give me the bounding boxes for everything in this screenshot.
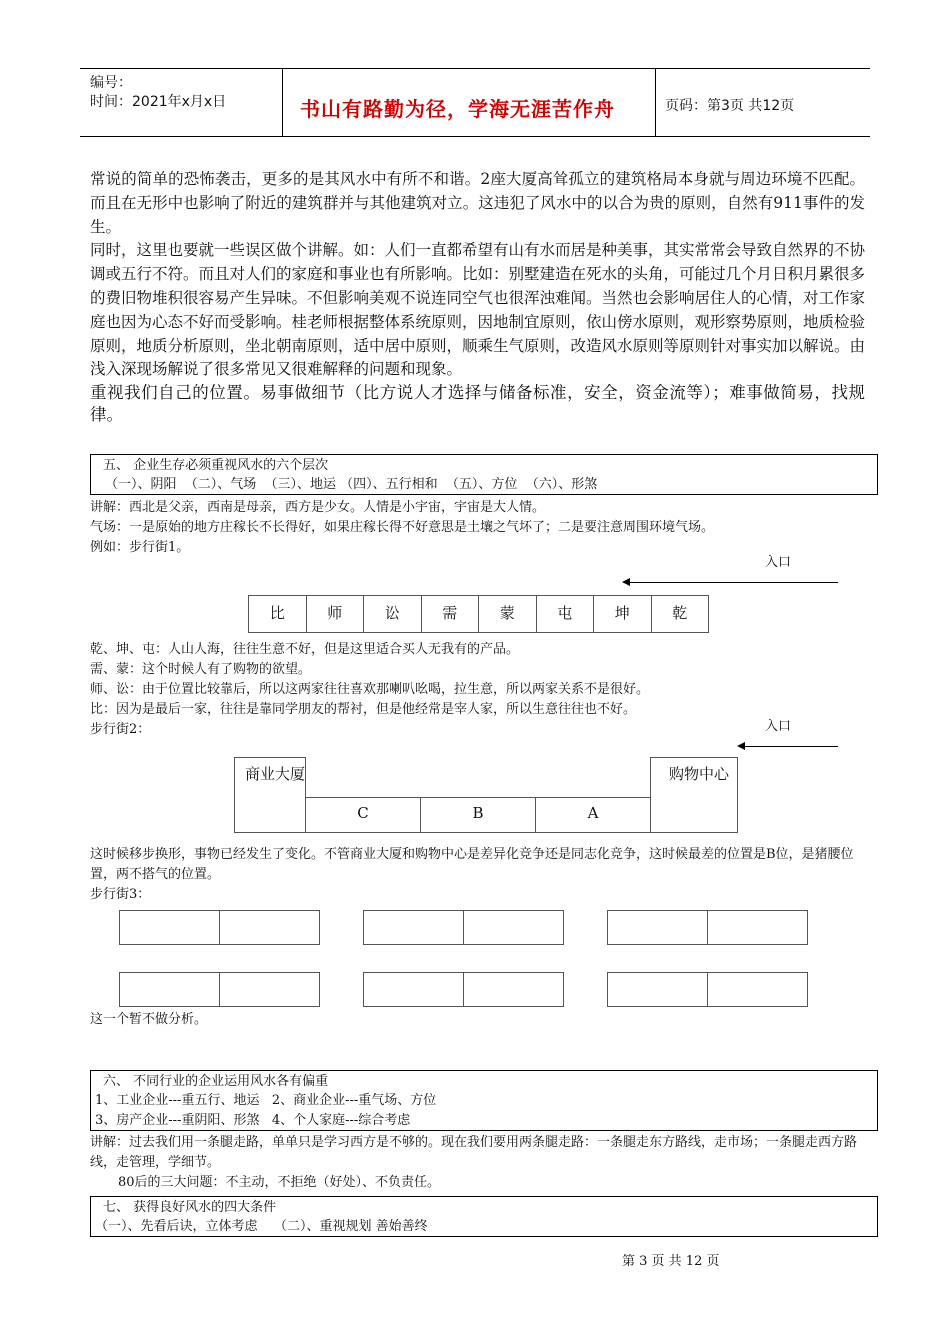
street3-shop-box [219, 972, 320, 1007]
street2-left-building [234, 757, 306, 833]
text-line: 讲解：过去我们用一条腿走路，单单只是学习西方是不够的。现在我们要用两条腿走路：一条腿走东方路线，走市场；一条腿走西方路线，走管理，学细节。 [90, 1135, 858, 1170]
street2-right-building [650, 757, 738, 833]
section7-title: 七、 获得良好风水的四大条件 [103, 1200, 277, 1215]
street1-shop: 师 [306, 595, 365, 633]
section7-box [90, 1196, 878, 1237]
street3-shop-box [119, 910, 220, 945]
section6-line: 1、工业企业---重五行、地运 2、商业企业---重气场、方位 [95, 1093, 437, 1108]
street3-shop-box [463, 910, 564, 945]
paragraph: 同时，这里也要就一些误区做个讲解。如：人们一直都希望有山有水而居是种美事，其实常常会导致自然界的不协调或五行不符。而且对人们的家庭和事业也有所影响。比如：别墅建造在死水的头角，可能过几个月日积月累很多的费旧物堆积很容易产生异味。不但影响美观不说连同空气也很浑浊难闻。当然也会影响居住人的心情，对工作家庭也因为心态不好而受影响。桂老师根据整体系统原则，因地制宜原则，依山傍水原则，观形察势原则，地质检验原则，地质分析原则，坐北朝南原则，适中居中原则，顺乘生气原则，改造风水原则等原则针对事实加以解说。由浅入深现场解说了很多常见又很难解释的问题和现象。 [90, 241, 866, 379]
text-line: 80后的三大问题：不主动，不拒绝（好处）、不负责任。 [118, 1175, 441, 1190]
street2-shop: C [305, 797, 421, 833]
street3-shop-box [607, 910, 708, 945]
explain-block [90, 498, 870, 558]
header-motto: 书山有路勤为径，学海无涯苦作舟 [300, 97, 615, 121]
street3-shop-box [219, 910, 320, 945]
street1-shop: 蒙 [478, 595, 537, 633]
street3-shop-box [363, 910, 464, 945]
text-line: 例如：步行街1。 [90, 540, 190, 555]
text-line: 乾、坤、屯：人山人海，往往生意不好，但是这里适合买人无我有的产品。 [90, 642, 520, 657]
emphasis-paragraph: 重视我们自己的位置。易事做细节（比方说人才选择与储备标准，安全，资金流等）；难事做简易，找规律。 [90, 383, 865, 425]
header-number: 编号： [90, 75, 132, 91]
section6-line: 3、房产企业---重阴阳、形煞 4、个人家庭---综合考虑 [95, 1113, 411, 1128]
street2-shop: A [535, 797, 651, 833]
header-time: 时间：2021年x月x日 [90, 94, 227, 110]
arrow-line [743, 746, 838, 747]
building-label: 商业大厦 [245, 765, 306, 783]
street1-shop: 乾 [651, 595, 710, 633]
text-line: 师、讼：由于位置比较靠后，所以这两家往往喜欢那喇叭吆喝，拉生意，所以两家关系不是很好。 [90, 682, 650, 697]
text-line: 步行街3： [90, 887, 151, 902]
street3-shop-box [363, 972, 464, 1007]
street3-shop-box [607, 972, 708, 1007]
entrance-label: 入口 [765, 719, 792, 734]
street1-notes [90, 640, 870, 740]
street1-shop: 坤 [593, 595, 652, 633]
street2-notes [90, 845, 865, 905]
section6-title: 六、 不同行业的企业运用风水各有偏重 [103, 1074, 329, 1089]
section5-box [90, 454, 878, 495]
street3-shop-box [707, 972, 808, 1007]
intro-text [90, 168, 865, 426]
street3-shop-box [119, 972, 220, 1007]
text-line: 讲解：西北是父亲，西南是母亲，西方是少女。人情是小宇宙，宇宙是大人情。 [90, 500, 546, 515]
section5-items: （一）、阴阳 （二）、气场 （三）、地运 （四）、五行相和 （五）、方位 （六）、形煞 [105, 477, 598, 492]
text-line: 比：因为是最后一家，往往是靠同学朋友的帮衬，但是他经常是宰人家，所以生意往往也不好。 [90, 702, 637, 717]
text-line: 需、蒙：这个时候人有了购物的欲望。 [90, 662, 312, 677]
page-footer: 第 3 页 共 12 页 [622, 1254, 720, 1269]
section6-notes [90, 1133, 870, 1193]
header-divider [282, 68, 283, 136]
street3-note: 这一个暂不做分析。 [90, 1012, 208, 1027]
street1-shop: 比 [248, 595, 307, 633]
header-page: 页码：第3页 共12页 [665, 98, 795, 114]
section7-items: （一）、先看后诀，立体考虑 （二）、重视规划 善始善终 [95, 1219, 428, 1234]
street1-shop: 需 [421, 595, 480, 633]
header-bottom-rule [80, 136, 870, 137]
building-label: 购物中心 [669, 765, 730, 783]
entrance-label: 入口 [765, 555, 792, 570]
street1-shop: 讼 [363, 595, 422, 633]
section6-box [90, 1070, 878, 1131]
street2-shop: B [420, 797, 536, 833]
paragraph: 常说的简单的恐怖袭击，更多的是其风水中有所不和谐。2座大厦高耸孤立的建筑格局本身就与周边环境不匹配。而且在无形中也影响了附近的建筑群并与其他建筑对立。这违犯了风水中的以合为贵的原则，自然有911事件的发生。 [90, 170, 865, 236]
street3-shop-box [463, 972, 564, 1007]
text-line: 气场：一是原始的地方庄稼长不长得好，如果庄稼长得不好意思是土壤之气坏了；二是要注意周围环境气场。 [90, 520, 715, 535]
text-line: 这时候移步换形，事物已经发生了变化。不管商业大厦和购物中心是差异化竞争还是同志化竞争，这时候最差的位置是B位，是猪腰位置，两不搭气的位置。 [90, 847, 854, 882]
street1-shop: 屯 [536, 595, 595, 633]
header-top-rule [80, 68, 870, 69]
section5-title: 五、 企业生存必须重视风水的六个层次 [103, 458, 329, 473]
street3-shop-box [707, 910, 808, 945]
arrow-line [628, 582, 838, 583]
text-line: 步行街2： [90, 722, 151, 737]
header-divider [655, 68, 656, 136]
